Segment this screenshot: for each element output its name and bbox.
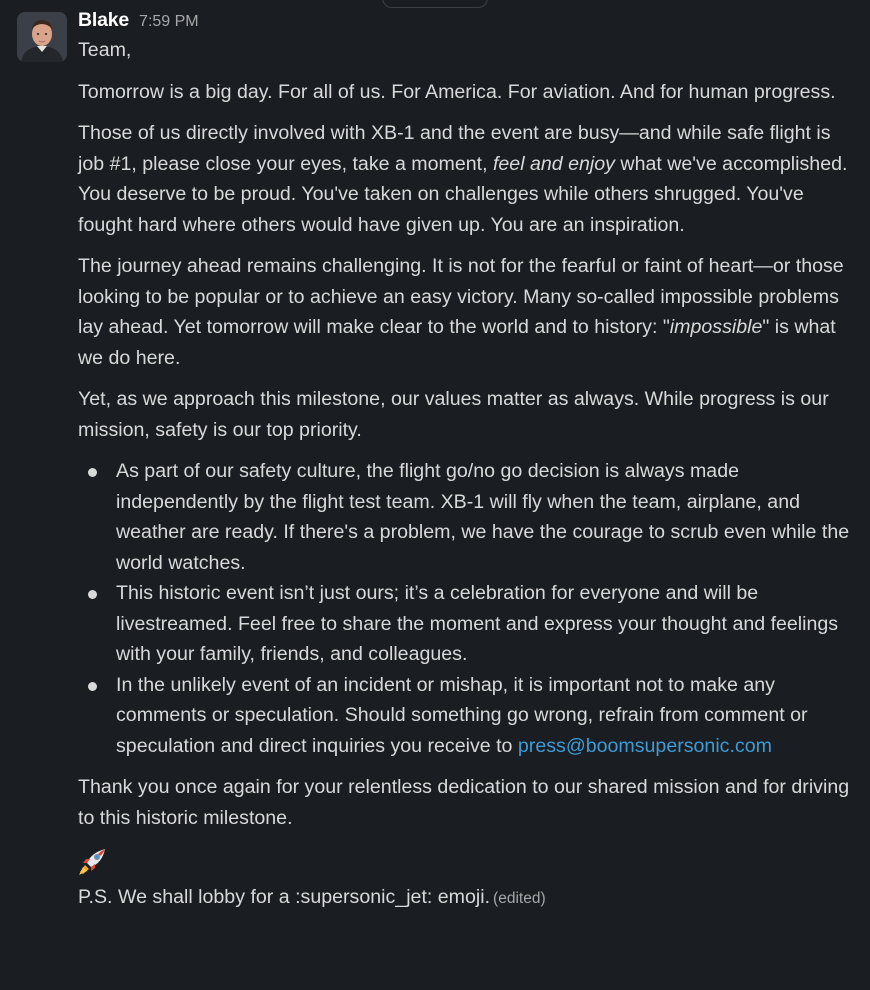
email-link[interactable]: press@boomsupersonic.com [517,734,772,757]
list-item-text: This historic event isn’t just ours; it’s a celebration for everyone and will be livestreamed. Feel free to share the moment and express your thought and feelings with your family, friends, and colleagues. [116,582,839,665]
paragraph-2-text-b: what we've accomplished. You deserve to be proud. You've taken on challenges while others shrugged. You've fought hard where others would have given up. You are an inspiration. [78,152,848,236]
list-item [78,670,858,762]
paragraph-2-italic: feel and enjoy [492,152,615,175]
paragraph-4: Yet, as we approach this milestone, our values matter as always. While progress is our mission, safety is our top priority. [78,388,829,441]
list-item-text: In the unlikely event of an incident or mishap, it is important not to make any comments or speculation. Should something go wrong, refrain from comment or speculation and direct inquiries you receive to [116,673,808,757]
edited-label: (edited) [493,890,546,907]
paragraph-5: Thank you once again for your relentless dedication to our shared mission and for driving to this historic milestone. [78,776,850,829]
message-content [78,9,858,926]
avatar[interactable] [17,12,67,62]
paragraph-1: Tomorrow is a big day. For all of us. For America. For aviation. And for human progress. [78,80,836,103]
new-messages-pill[interactable] [382,0,488,8]
message-body [78,35,858,915]
greeting: Team, [78,39,132,61]
bullet-icon [88,468,97,477]
paragraph-3 [78,251,858,373]
avatar-image [17,12,67,62]
postscript [78,882,858,915]
postscript-text: P.S. We shall lobby for a :supersonic_jet: emoji. [78,886,491,908]
message-header [78,9,858,37]
list-item [78,578,858,670]
rocket-icon[interactable] [76,844,858,878]
paragraph-2-text-a: Those of us directly involved with XB-1 and the event are busy—and while safe flight is job #1, please close your eyes, take a moment, [78,122,831,175]
bullet-icon [88,590,97,599]
timestamp[interactable]: 7:59 PM [139,13,199,30]
bullet-icon [88,682,97,691]
paragraph-3-text-b: " is what we do here. [78,316,836,369]
paragraph-3-text-a: The journey ahead remains challenging. It is not for the fearful or faint of heart—or those looking to be popular or to achieve an easy victory. Many so-called impossible problems lay ahead. Yet tomorrow will make clear to the world and to history: " [78,255,844,338]
paragraph-2 [78,118,858,240]
bullet-list [78,456,858,761]
list-item [78,456,858,578]
paragraph-3-italic: impossible [669,316,763,338]
list-item-text: As part of our safety culture, the flight go/no go decision is always made independently by the flight test team. XB-1 will fly when the team, airplane, and weather are ready. If there's a problem, we have the courage to scrub even while the world watches. [116,460,850,574]
sender-name[interactable]: Blake [78,9,130,31]
